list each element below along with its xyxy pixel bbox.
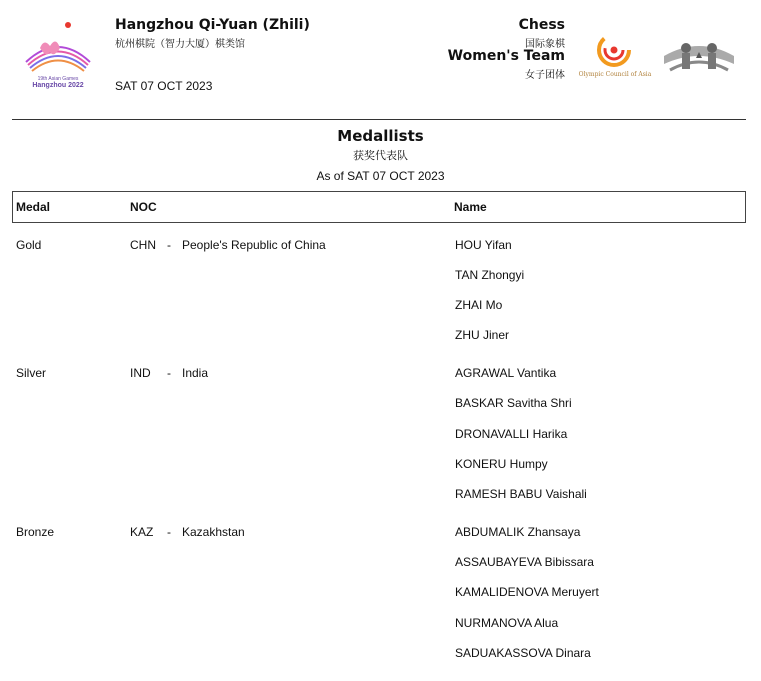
logo-caption-line-2: Hangzhou 2022	[32, 82, 84, 89]
athlete-name: DRONAVALLI Harika	[455, 427, 568, 441]
athlete-name: ZHU Jiner	[455, 328, 510, 342]
athlete-name: ABDUMALIK Zhansaya	[455, 525, 581, 539]
column-header-name: Name	[454, 200, 487, 214]
athlete-name: BASKAR Savitha Shri	[455, 396, 572, 410]
athlete-name: ASSAUBAYEVA Bibissara	[455, 555, 594, 569]
noc-name: India	[182, 366, 209, 380]
venue-name: Hangzhou Qi-Yuan (Zhili)	[115, 17, 310, 33]
noc-name: Kazakhstan	[182, 525, 245, 539]
column-header-medal: Medal	[16, 200, 51, 214]
page-title: Medallists	[337, 127, 424, 145]
athlete-name: KONERU Humpy	[455, 457, 548, 471]
event-name: Women's Team	[447, 48, 565, 64]
table-header	[12, 191, 746, 223]
column-header-noc: NOC	[130, 200, 157, 214]
noc-separator: -	[167, 366, 171, 380]
noc-code: KAZ	[130, 525, 154, 539]
event-date: SAT 07 OCT 2023	[115, 79, 213, 93]
noc-separator: -	[167, 238, 171, 252]
noc-name: People's Republic of China	[182, 238, 326, 252]
venue-name-cn: 杭州棋院（智力大厦）棋类馆	[115, 39, 245, 50]
medal-cell: Silver	[16, 366, 47, 380]
medal-cell: Gold	[16, 238, 42, 252]
medal-cell: Bronze	[16, 525, 55, 539]
header-divider	[12, 119, 746, 120]
athlete-name: ZHAI Mo	[455, 298, 503, 312]
athlete-name: KAMALIDENOVA Meruyert	[455, 585, 599, 599]
noc-code: IND	[130, 366, 151, 380]
athlete-name: HOU Yifan	[455, 238, 512, 252]
page-title-cn: 获奖代表队	[353, 150, 408, 162]
athlete-name: TAN Zhongyi	[455, 268, 525, 282]
sport-name-cn: 国际象棋	[525, 39, 565, 50]
as-of-date: As of SAT 07 OCT 2023	[316, 169, 445, 183]
oca-logo-icon	[574, 30, 656, 82]
athlete-name: AGRAWAL Vantika	[455, 366, 557, 380]
event-name-cn: 女子团体	[525, 70, 565, 81]
hangzhou-2022-logo-icon	[22, 18, 94, 92]
noc-separator: -	[167, 525, 171, 539]
noc-code: CHN	[130, 238, 156, 252]
athlete-name: NURMANOVA Alua	[455, 616, 559, 630]
athlete-name: RAMESH BABU Vaishali	[455, 487, 587, 501]
athlete-name: SADUAKASSOVA Dinara	[455, 646, 591, 660]
oca-caption: Olympic Council of Asia	[578, 71, 652, 78]
sport-name: Chess	[518, 17, 565, 33]
logo-caption-line-1: 19th Asian Games	[37, 76, 79, 82]
chess-pictogram-icon	[660, 36, 738, 78]
